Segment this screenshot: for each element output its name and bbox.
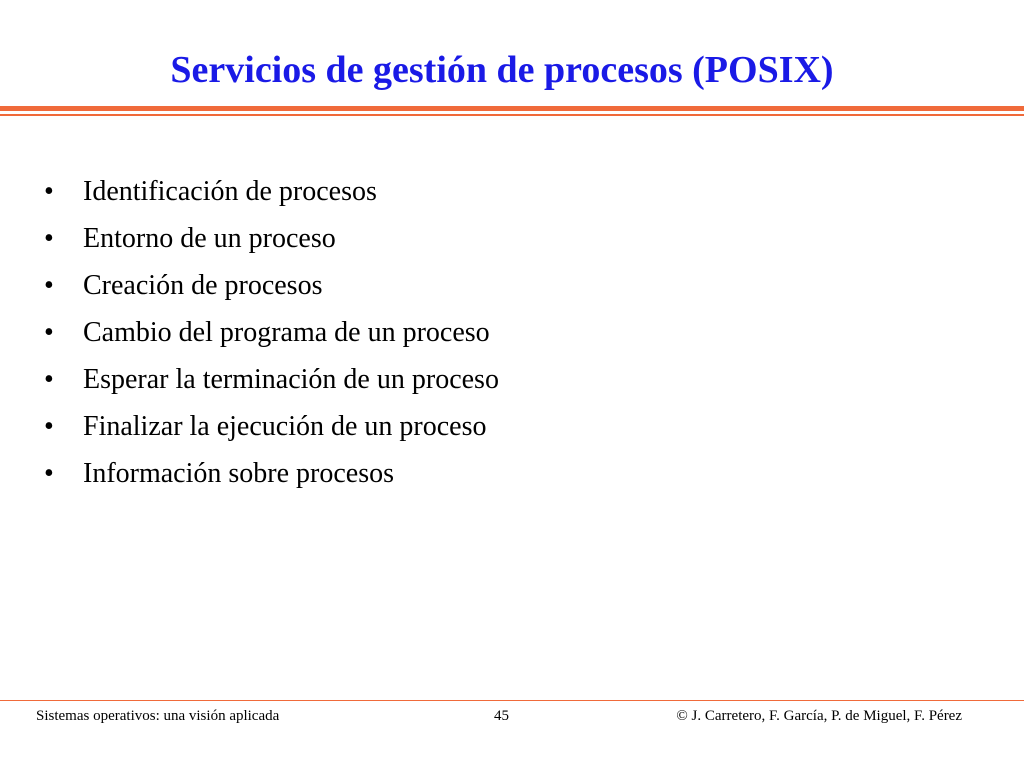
title-underline-thin [0,114,1024,116]
bullet-item [44,262,499,309]
bullet-text: Esperar la terminación de un proceso [83,364,499,395]
bullet-icon: • [44,270,54,301]
footer-page-number: 45 [494,708,509,724]
bullet-item [44,356,499,403]
footer-copyright: © J. Carretero, F. García, P. de Miguel, F. Pérez [676,708,962,724]
bullet-icon: • [44,317,54,348]
bullet-item [44,168,499,215]
bullet-item [44,309,499,356]
bullet-item [44,450,499,497]
bullet-text: Identificación de procesos [83,176,377,207]
bullet-icon: • [44,176,54,207]
bullet-text: Creación de procesos [83,270,323,301]
bullet-text: Entorno de un proceso [83,223,336,254]
bullet-text: Cambio del programa de un proceso [83,317,490,348]
bullet-icon: • [44,458,54,489]
footer-divider [0,700,1024,701]
title-underline-thick [0,106,1024,111]
footer-book-title: Sistemas operativos: una visión aplicada [36,708,280,724]
bullet-text: Información sobre procesos [83,458,395,489]
bullet-icon: • [44,411,54,442]
bullet-list [44,168,499,497]
bullet-item [44,403,499,450]
bullet-icon: • [44,364,54,395]
slide-title: Servicios de gestión de procesos (POSIX) [170,49,834,91]
bullet-icon: • [44,223,54,254]
bullet-item [44,215,499,262]
bullet-text: Finalizar la ejecución de un proceso [83,411,487,442]
